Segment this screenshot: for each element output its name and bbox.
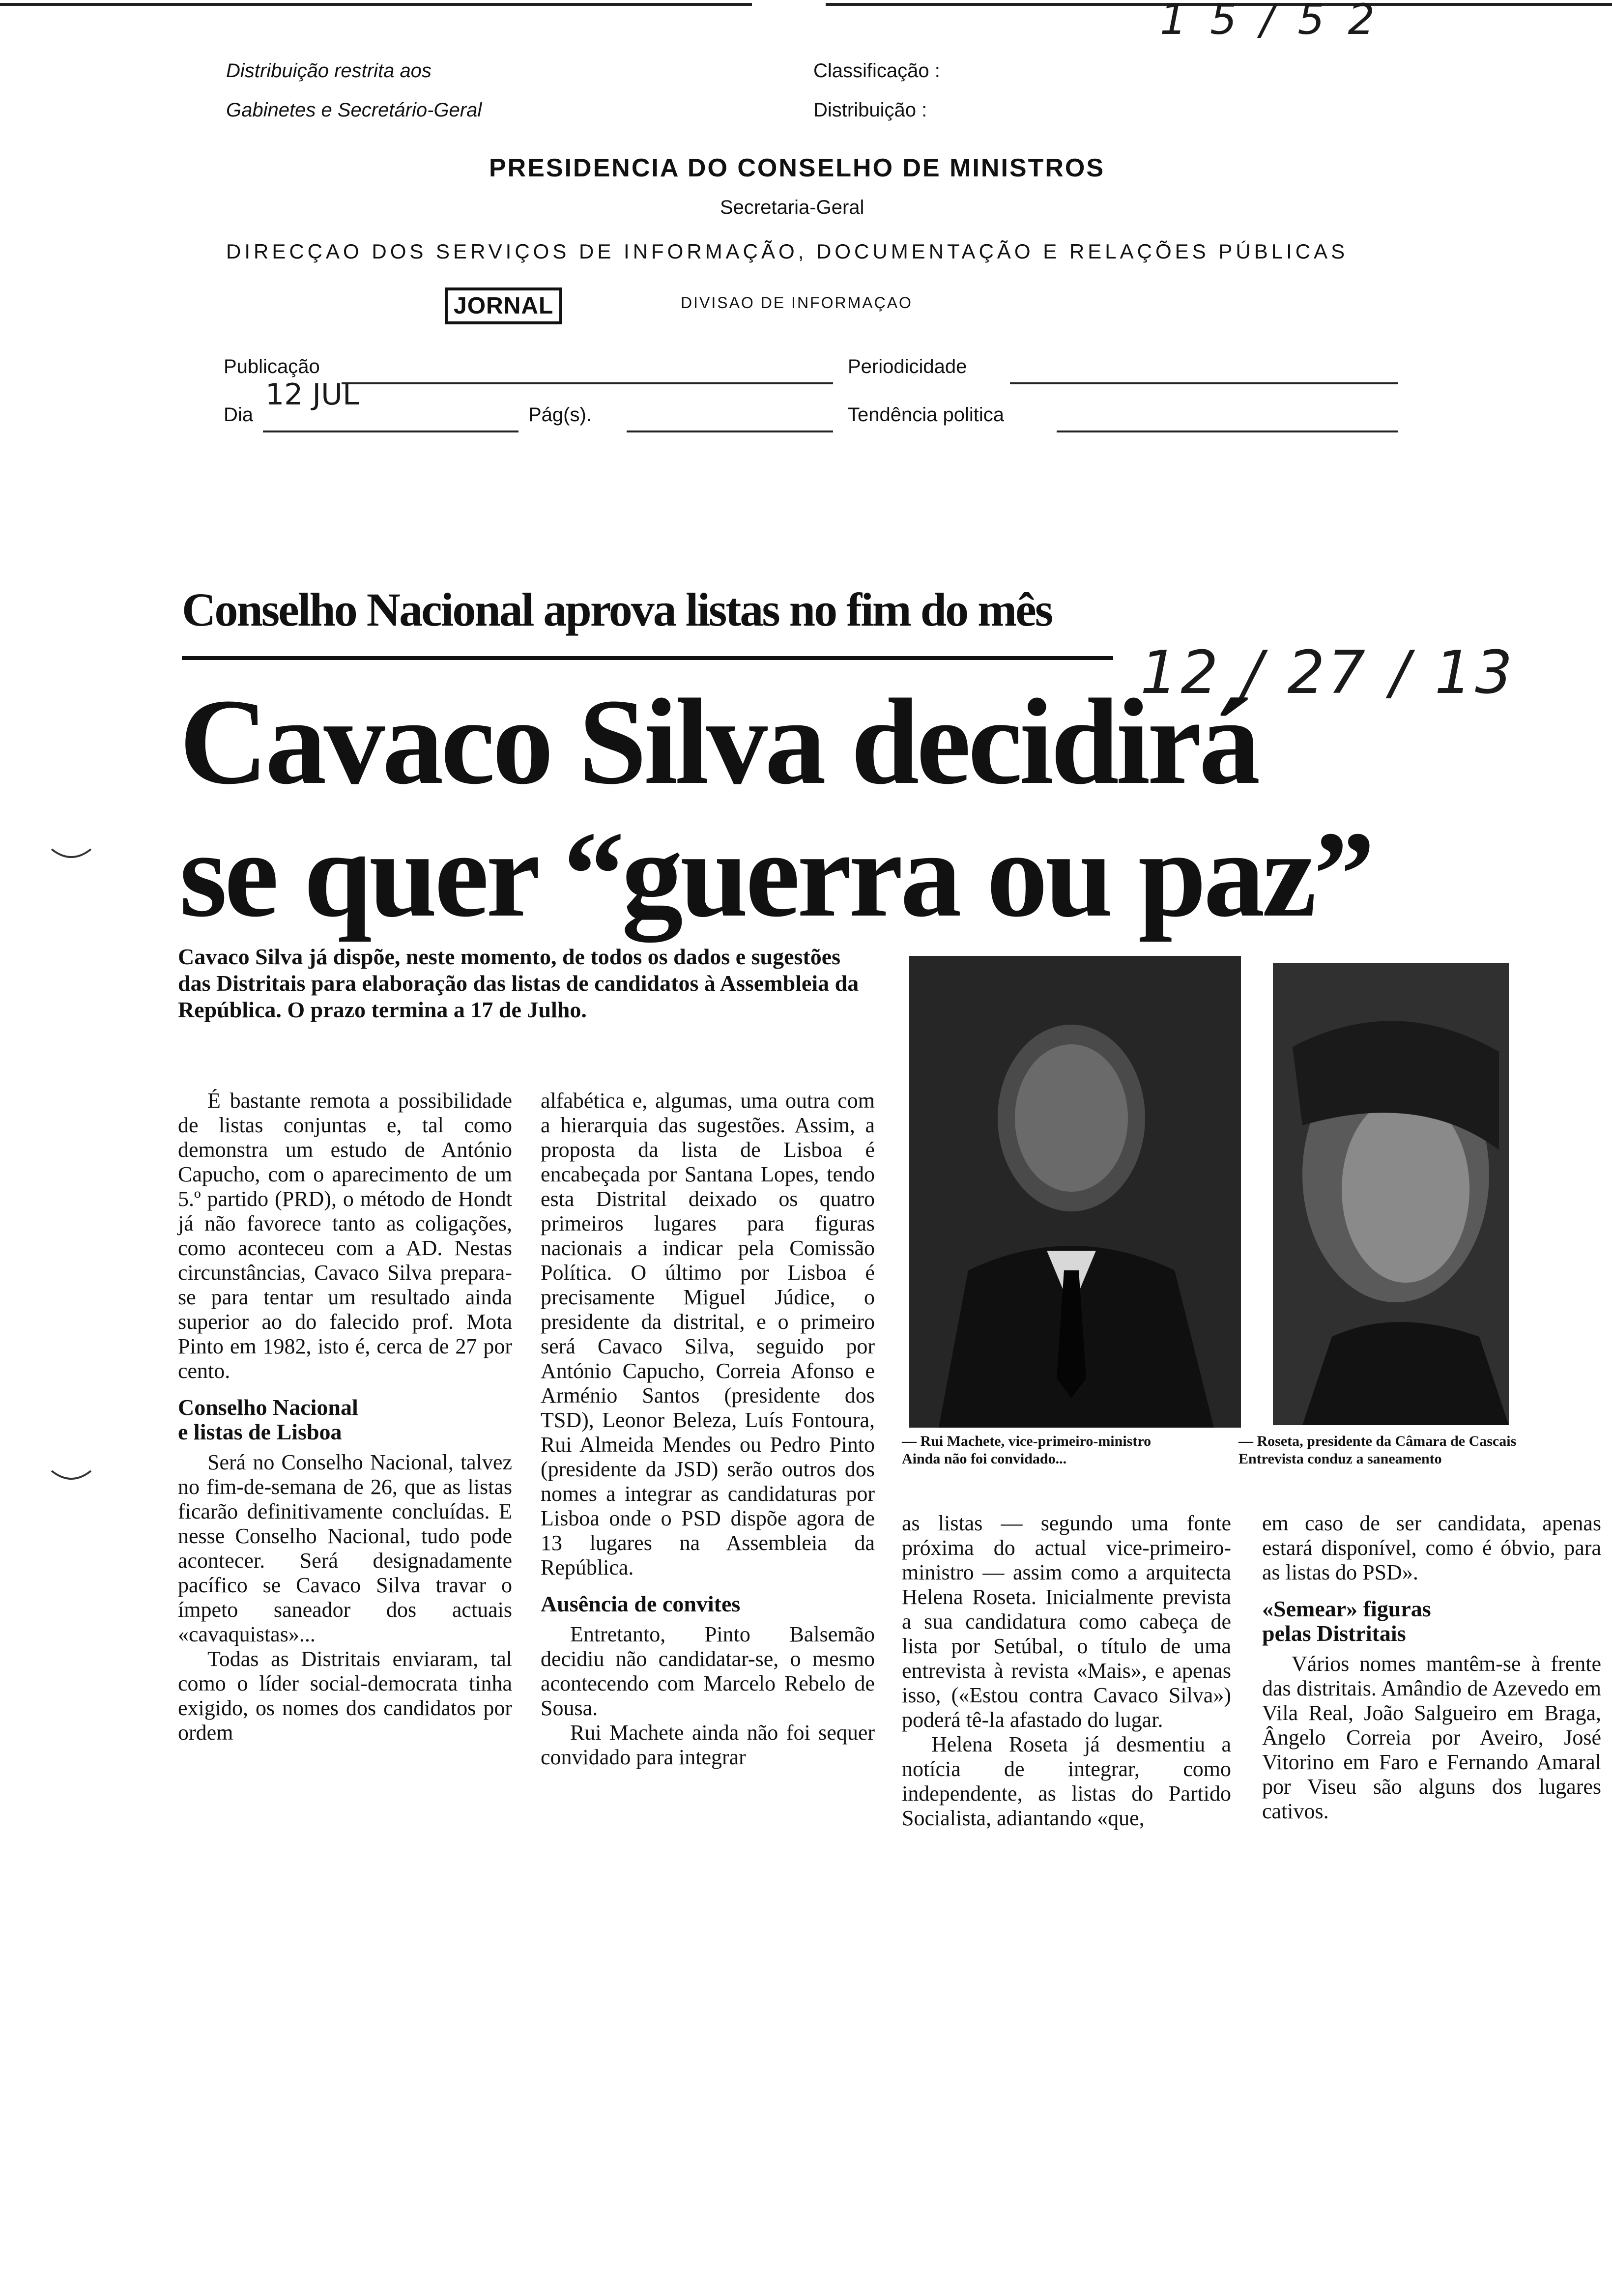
col1-paragraph-2: Será no Conselho Nacional, talvez no fim-de-semana de 26, que as listas ficarão definitivamente concluídas. E nesse Conselho Nacional, tudo pode acontecer. Será designadamente pacífico se Cavaco Silva travar o ímpeto saneador dos actuais «cavaquistas»... xyxy=(178,1450,512,1646)
jornal-stamp: JORNAL xyxy=(445,287,562,324)
tendencia-line xyxy=(1057,430,1398,432)
col2-subhead: Ausência de convites xyxy=(541,1591,741,1616)
tendencia-label: Tendência politica xyxy=(848,404,1004,426)
publicacao-label: Publicação xyxy=(224,356,320,377)
caption-1-line-2: Ainda não foi convidado... xyxy=(902,1451,1067,1467)
col2-paragraph-3: Rui Machete ainda não foi sequer convidado para integrar xyxy=(541,1721,875,1769)
dia-label: Dia xyxy=(224,404,254,426)
punch-mark-bottom xyxy=(49,1467,93,1487)
caption-1-line-1: — Rui Machete, vice-primeiro-ministro xyxy=(902,1433,1151,1449)
col3-paragraph-1: as listas — segundo uma fonte próxima do actual vice-primeiro-ministro — assim como a arquitecta Helena Roseta. Inicialmente prevista a sua candidatura como cabeça de lista por Setúbal, o título de uma entrevista à revista «Mais», e apenas isso, («Estou contra Cavaco Silva») poderá tê-la afastado do lugar. xyxy=(902,1511,1231,1732)
publicacao-line xyxy=(342,382,833,384)
distribution-line-1: Distribuição restrita aos xyxy=(226,60,432,82)
column-1 xyxy=(178,1089,512,1745)
periodicidade-line xyxy=(1010,382,1398,384)
direccao-line: DIRECÇAO DOS SERVIÇOS DE INFORMAÇÃO, DOCUMENTAÇÃO E RELAÇÕES PÚBLICAS xyxy=(226,240,1349,263)
article-kicker: Conselho Nacional aprova listas no fim do mês xyxy=(182,583,1052,636)
col1-subhead xyxy=(178,1395,512,1444)
photo-rui-machete xyxy=(909,956,1241,1428)
distribution-line-2: Gabinetes e Secretário-Geral xyxy=(226,99,482,121)
top-rule-gap xyxy=(752,0,826,10)
punch-mark-top xyxy=(49,845,93,865)
col4-subhead-line-2: pelas Distritais xyxy=(1262,1621,1406,1646)
col1-subhead-line-1: Conselho Nacional xyxy=(178,1395,358,1420)
col1-paragraph-1: É bastante remota a possibilidade de listas conjuntas e, tal como demonstra um estudo de António Capucho, com o aparecimento de um 5.º partido (PRD), o método de Hondt já não favorece tanto as coligações, como aconteceu com a AD. Nestas circunstâncias, Cavaco Silva prepara-se para tentar um resultado ainda superior ao do falecido prof. Mota Pinto em 1982, isto é, cerca de 27 por cento. xyxy=(178,1089,512,1383)
handwritten-top-mark: 1 5 / 5 2 xyxy=(1160,0,1380,44)
pags-label: Pág(s). xyxy=(528,404,592,426)
classificacao-label: Classificação : xyxy=(813,60,940,82)
handwritten-ref: 12 / 27 / 13 xyxy=(1140,639,1516,707)
portrait-placeholder-2 xyxy=(1273,963,1509,1425)
headline-line-1: Cavaco Silva decidirá xyxy=(179,674,1258,810)
headline-line-2: se quer “guerra ou paz” xyxy=(179,806,1372,943)
pags-line xyxy=(627,430,833,432)
col4-paragraph-1: em caso de ser candidata, apenas estará disponível, como é óbvio, para as listas do PSD». xyxy=(1262,1511,1601,1584)
col4-paragraph-2: Vários nomes mantêm-se à frente das distritais. Amândio de Azevedo em Vila Real, João Salgueiro em Braga, Ângelo Correia por Aveiro, José Vitorino em Faro e Fernando Amaral por Viseu são alguns dos lugares cativos. xyxy=(1262,1652,1601,1823)
caption-photo-2 xyxy=(1238,1433,1602,1468)
col4-subhead xyxy=(1262,1597,1601,1646)
divisao-informacao: DIVISAO DE INFORMAÇAO xyxy=(681,294,913,312)
col1-paragraph-3: Todas as Distritais enviaram, tal como o líder social-democrata tinha exigido, os nomes dos candidatos por ordem xyxy=(178,1647,512,1745)
col2-paragraph-2: Entretanto, Pinto Balsemão decidiu não candidatar-se, o mesmo acontecendo com Marcelo Rebelo de Sousa. xyxy=(541,1622,875,1720)
caption-2-line-1: — Roseta, presidente da Câmara de Cascais xyxy=(1238,1433,1517,1449)
dia-value: 12 JUL xyxy=(265,377,359,412)
distribuicao-label: Distribuição : xyxy=(813,99,927,121)
col3-paragraph-2: Helena Roseta já desmentiu a notícia de integrar, como independente, as listas do Partido Socialista, adiantando «que, xyxy=(902,1732,1231,1830)
caption-photo-1 xyxy=(902,1433,1256,1468)
secretaria-geral: Secretaria-Geral xyxy=(720,197,864,218)
col2-paragraph-1: alfabética e, algumas, uma outra com a hierarquia das sugestões. Assim, a proposta da lista de Lisboa é encabeçada por Santana Lopes, tendo esta Distrital deixado os quatro primeiros lugares para figuras nacionais a indicar pela Comissão Política. O último por Lisboa é precisamente Miguel Júdice, o presidente da distrital, e o primeiro será Cavaco Silva, seguido por António Capucho, Correia Afonso e Arménio Santos (presidente dos TSD), Leonor Beleza, Luís Fontoura, Rui Almeida Mendes ou Pedro Pinto (presidente da JSD) serão outros dos nomes a integrar as candidaturas por Lisboa onde o PSD dispõe agora de 13 lugares na Assembleia da República. xyxy=(541,1089,875,1579)
periodicidade-label: Periodicidade xyxy=(848,356,967,377)
photo-helena-roseta xyxy=(1273,963,1509,1425)
dia-line xyxy=(263,430,518,432)
column-4 xyxy=(1262,1511,1601,1824)
article-lead: Cavaco Silva já dispõe, neste momento, de todos os dados e sugestões das Distritais para elaboração das listas de candidatos à Assembleia da República. O prazo termina a 17 de Julho. xyxy=(178,944,859,1022)
portrait-placeholder-1 xyxy=(909,956,1241,1428)
caption-2-line-2: Entrevista conduz a saneamento xyxy=(1238,1451,1442,1467)
kicker-rule xyxy=(182,656,1113,660)
col1-subhead-line-2: e listas de Lisboa xyxy=(178,1419,342,1444)
col4-subhead-line-1: «Semear» figuras xyxy=(1262,1596,1431,1621)
presidencia-title: PRESIDENCIA DO CONSELHO DE MINISTROS xyxy=(489,154,1105,182)
column-2 xyxy=(541,1089,875,1770)
column-3 xyxy=(902,1511,1231,1831)
